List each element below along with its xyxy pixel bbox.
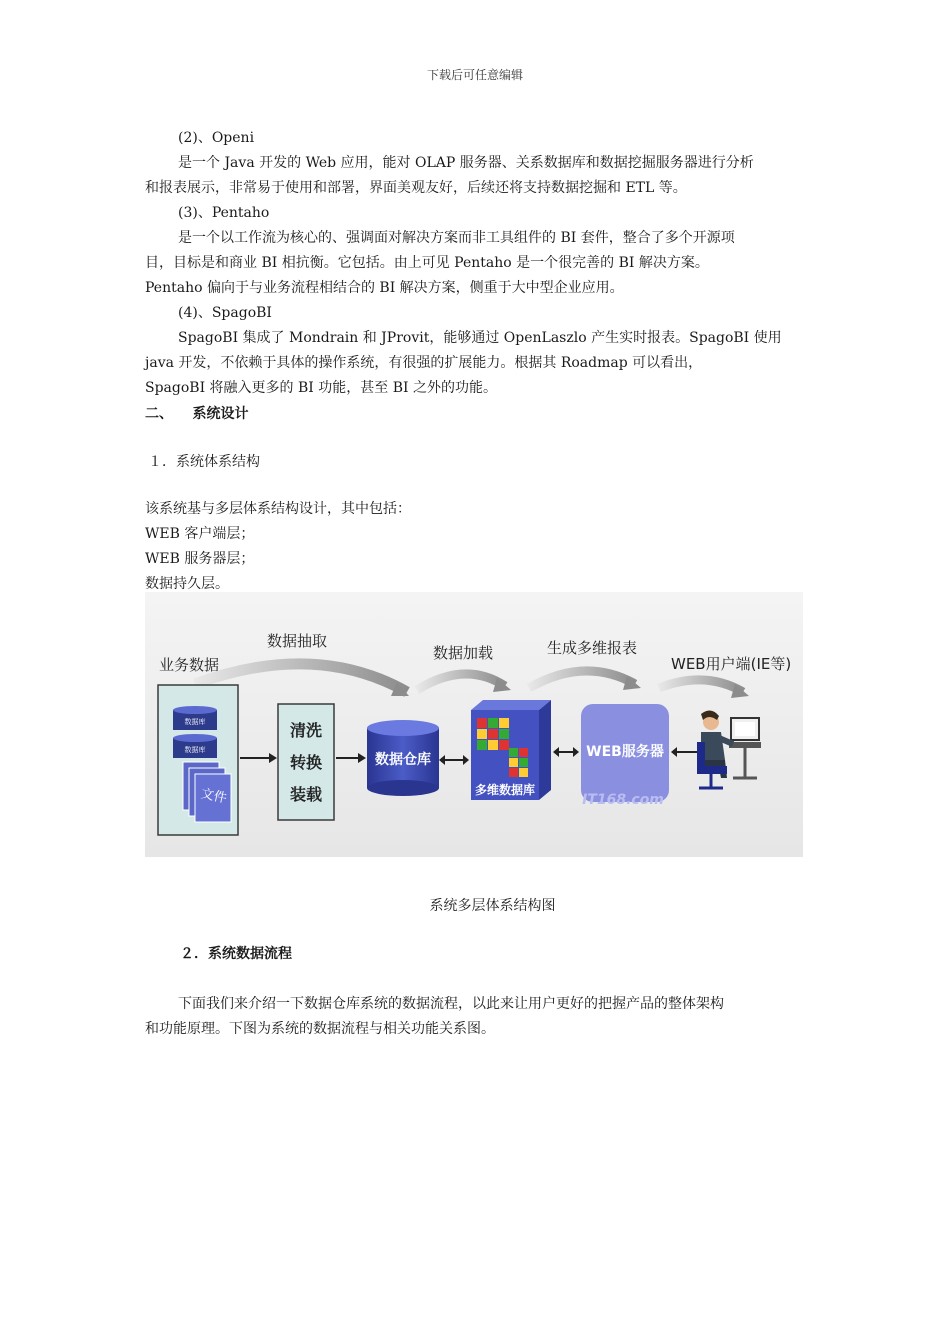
cube-label: 多维数据库 — [474, 783, 536, 797]
web-server-label: WEB服务器 — [586, 744, 664, 760]
paragraph-line: SpagoBI 将融入更多的 BI 功能，甚至 BI 之外的功能。 — [145, 380, 497, 396]
paragraph-line: 和报表展示，非常易于使用和部署，界面美观友好，后续还将支持数据挖掘和 ETL 等。 — [145, 180, 687, 196]
report-label: 生成多维报表 — [547, 639, 638, 657]
loadbox-label: 装载 — [289, 785, 323, 804]
business-data-label: 业务数据 — [159, 656, 220, 674]
section-heading-system-design: 二、 系统设计 — [145, 406, 249, 422]
section-pentaho-heading: (3)、Pentaho — [178, 205, 270, 221]
db-label: 数据库 — [184, 718, 206, 726]
dw-label: 数据仓库 — [375, 752, 431, 768]
db-label: 数据库 — [184, 746, 206, 754]
architecture-diagram — [145, 592, 803, 857]
data-warehouse-cylinder — [367, 720, 439, 796]
paragraph-line: 该系统基与多层体系结构设计，其中包括： — [145, 501, 411, 517]
transform-label: 转换 — [289, 753, 323, 772]
list-item: WEB 客户端层； — [145, 526, 255, 542]
database-icon — [173, 734, 217, 758]
page-header: 下载后可任意编辑 — [426, 68, 523, 82]
clean-label: 清洗 — [289, 721, 323, 740]
list-item: WEB 服务器层； — [145, 551, 255, 567]
multidimensional-db-box — [471, 700, 551, 800]
paragraph-line: 下面我们来介绍一下数据仓库系统的数据流程，以此来让用户更好的把握产品的整体架构 — [178, 996, 724, 1012]
file-label: 文件 — [199, 786, 229, 807]
paragraph-line: Pentaho 偏向于与业务流程相结合的 BI 解决方案，侧重于大中型企业应用。 — [145, 280, 624, 296]
section-spagobi-heading: (4)、SpagoBI — [178, 305, 272, 321]
load-label: 数据加载 — [433, 644, 494, 662]
subsection-heading-data-flow: ２．系统数据流程 — [180, 946, 292, 962]
rubik-cube-icon — [477, 718, 509, 750]
database-icon — [173, 706, 217, 730]
extract-label: 数据抽取 — [267, 632, 328, 650]
file-stack-icon — [183, 762, 231, 822]
paragraph-line: java 开发，不依赖于具体的操作系统，有很强的扩展能力。根据其 Roadmap 可以看出， — [145, 355, 703, 371]
paragraph-line: 和功能原理。下图为系统的数据流程与相关功能关系图。 — [145, 1021, 495, 1037]
paragraph-line: 是一个以工作流为核心的、强调面对解决方案而非工具组件的 BI 套件，整合了多个开源项 — [178, 230, 735, 246]
figure-caption: 系统多层体系结构图 — [429, 898, 556, 914]
paragraph-line: SpagoBI 集成了 Mondrain 和 JProvit，能够通过 OpenLaszlo 产生实时报表。SpagoBI 使用 — [178, 330, 782, 346]
subsection-heading-architecture: １．系统体系结构 — [148, 454, 260, 470]
paragraph-line: 目，目标是和商业 BI 相抗衡。它包括。由上可见 Pentaho 是一个很完善的 BI 解决方案。 — [145, 255, 709, 271]
section-openi-heading: (2)、Openi — [178, 130, 255, 146]
web-client-label: WEB用户端(IE等) — [671, 655, 792, 673]
watermark: IT168.com — [582, 792, 664, 808]
list-item: 数据持久层。 — [145, 576, 229, 592]
paragraph-line: 是一个 Java 开发的 Web 应用，能对 OLAP 服务器、关系数据库和数据挖掘服务器进行分析 — [178, 155, 754, 171]
